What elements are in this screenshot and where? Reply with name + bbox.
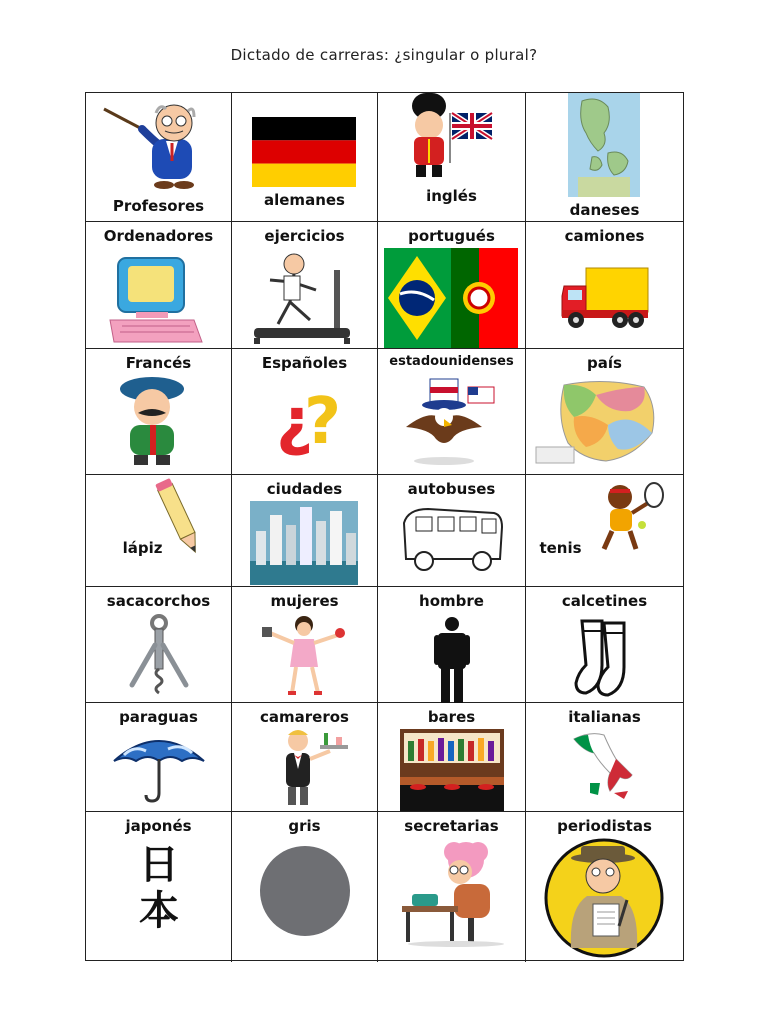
- word-autobuses: autobuses: [407, 480, 496, 498]
- english-guard-image: [404, 93, 500, 181]
- word-profesores: Profesores: [112, 197, 205, 215]
- teacher-pointing-image: [102, 99, 217, 191]
- cell-tenis: [526, 475, 683, 587]
- word-calcetines: calcetines: [561, 592, 648, 610]
- cell-mujeres: [232, 587, 378, 703]
- man-silhouette-image: [434, 617, 470, 703]
- word-bares: bares: [427, 708, 476, 726]
- word-secretarias: secretarias: [404, 817, 499, 835]
- bar-counter-image: [400, 729, 504, 811]
- japan-kanji-image: [116, 842, 202, 934]
- word-alemanes: alemanes: [264, 191, 345, 209]
- frenchman-image: [116, 375, 192, 467]
- question-marks-image: [274, 377, 342, 459]
- word-periodistas: periodistas: [557, 817, 652, 835]
- cell-camareros: [232, 703, 378, 812]
- cell-alemanes: [232, 93, 378, 222]
- word-camiones: camiones: [564, 227, 645, 245]
- word-ciudades: ciudades: [266, 480, 343, 498]
- word-estadounidenses: estadounidenses: [389, 354, 514, 369]
- secretary-image: [396, 840, 508, 948]
- cell-calcetines: [526, 587, 683, 703]
- word-ejercicios: ejercicios: [264, 227, 345, 245]
- cell-periodistas: [526, 812, 683, 962]
- cell-profesores: [86, 93, 232, 222]
- word-tenis: tenis: [539, 539, 582, 557]
- waiter-image: [266, 729, 350, 807]
- cell-camiones: [526, 222, 683, 349]
- kanji-nihon: 日 本: [139, 842, 179, 934]
- cell-espanoles: [232, 349, 378, 475]
- gray-circle-image: [259, 845, 351, 937]
- question-mark: ?: [304, 385, 342, 459]
- word-pais: país: [587, 354, 622, 372]
- cell-autobuses: [378, 475, 526, 587]
- denmark-map-image: [568, 93, 640, 197]
- word-ingles: inglés: [426, 187, 477, 205]
- brazil-portugal-flags-image: [384, 248, 518, 348]
- cell-ciudades: [232, 475, 378, 587]
- cell-gris: [232, 812, 378, 962]
- city-skyline-image: [250, 501, 358, 585]
- cell-portugues: [378, 222, 526, 349]
- cell-secretarias: [378, 812, 526, 962]
- word-italianas: italianas: [568, 708, 641, 726]
- cell-estadounidenses: [378, 349, 526, 475]
- gray-circle: [260, 846, 350, 936]
- cell-ordenadores: [86, 222, 232, 349]
- cell-japones: [86, 812, 232, 962]
- cell-ejercicios: [232, 222, 378, 349]
- word-gris: gris: [288, 817, 321, 835]
- word-daneses: daneses: [569, 201, 640, 219]
- word-sacacorchos: sacacorchos: [106, 592, 211, 610]
- cell-pais: [526, 349, 683, 475]
- cell-lapiz: [86, 475, 232, 587]
- truck-image: [560, 266, 650, 332]
- worksheet-title: Dictado de carreras: ¿singular o plural?: [230, 46, 538, 64]
- cell-hombre: [378, 587, 526, 703]
- cell-bares: [378, 703, 526, 812]
- cell-paraguas: [86, 703, 232, 812]
- cell-frances: [86, 349, 232, 475]
- word-lapiz: lápiz: [122, 539, 163, 557]
- inverted-question-mark: ¿: [276, 385, 314, 459]
- word-portugues: portugués: [408, 227, 495, 245]
- word-mujeres: mujeres: [270, 592, 339, 610]
- journalist-image: [543, 838, 665, 958]
- cell-daneses: [526, 93, 683, 222]
- word-espanoles: Españoles: [261, 354, 348, 372]
- socks-image: [574, 617, 638, 697]
- word-paraguas: paraguas: [119, 708, 198, 726]
- italy-flag-map-image: [570, 729, 640, 803]
- word-frances: Francés: [125, 354, 192, 372]
- corkscrew-image: [124, 615, 194, 695]
- word-camareros: camareros: [260, 708, 349, 726]
- uncle-sam-eagle-image: [402, 377, 502, 469]
- vocabulary-grid: [85, 92, 684, 961]
- spain-map-image: [534, 377, 670, 467]
- computer-image: [108, 254, 204, 346]
- cell-sacacorchos: [86, 587, 232, 703]
- word-hombre: hombre: [419, 592, 484, 610]
- cell-italianas: [526, 703, 683, 812]
- umbrella-image: [112, 731, 206, 803]
- word-japones: japonés: [125, 817, 192, 835]
- treadmill-runner-image: [250, 250, 360, 346]
- busy-woman-image: [260, 613, 350, 699]
- german-flag-image: [252, 117, 356, 187]
- word-ordenadores: Ordenadores: [103, 227, 214, 245]
- cell-ingles: [378, 93, 526, 222]
